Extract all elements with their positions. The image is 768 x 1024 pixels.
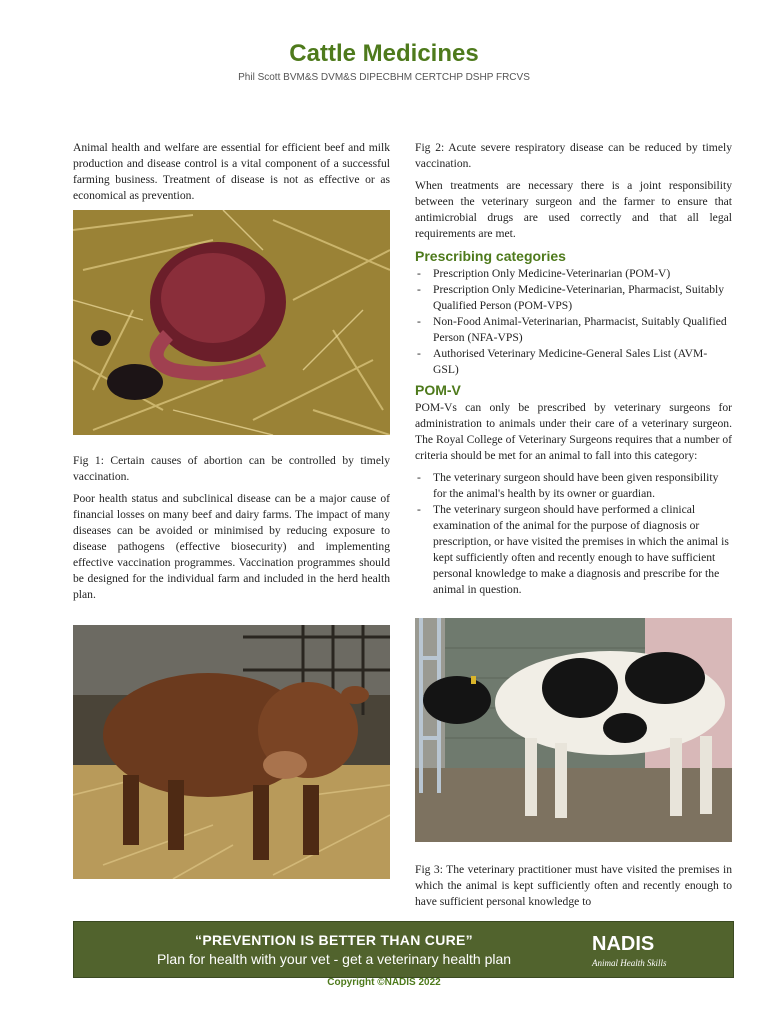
list-item: - Prescription Only Medicine-Veterinarian (POM-V) [415, 266, 732, 282]
pomv-paragraph: POM-Vs can only be prescribed by veterinary surgeons for administration to animals under their care of a veterinary surgeon. The Royal College of Veterinary Surgeons requires that a number of criteria should be met for an animal to fall into this category: [415, 401, 732, 462]
fig1-photo [73, 210, 390, 435]
prescribing-categories-list [415, 266, 732, 378]
right-column [415, 140, 732, 602]
fig1-caption: Fig 1: Certain causes of abortion can be controlled by timely vaccination. [73, 454, 390, 483]
nadis-tagline: Animal Health Skills [592, 958, 667, 968]
intro-paragraph: Animal health and welfare are essential for efficient beef and milk production and disease control is a vital component of a successful farming business. Treatment of disease is not as effective or as economical as prevention. [73, 141, 390, 202]
prescribing-heading: Prescribing categories [415, 248, 566, 264]
fig3-caption: Fig 3: The veterinary practitioner must have visited the premises in which the animal is kept sufficiently often and recently enough to have sufficient personal knowledge to [415, 863, 732, 908]
fig2-caption: Fig 2: Acute severe respiratory disease can be reduced by timely vaccination. [415, 141, 732, 170]
banner-quote: “PREVENTION IS BETTER THAN CURE” [195, 932, 473, 948]
fig3-caption-block [415, 862, 732, 916]
banner-slogan: Plan for health with your vet - get a veterinary health plan [156, 951, 512, 967]
nadis-logo: NADIS [592, 933, 655, 955]
criteria-list [415, 470, 732, 598]
list-item: - The veterinary surgeon should have performed a clinical examination of the animal for the purpose of diagnosis or prescription, or have visited the premises in which the animal is kept sufficiently often and recently enough to have sufficient personal knowledge to make a diagnosis and prescribe for the animal in question. [415, 502, 732, 598]
left-column-intro [73, 140, 390, 210]
list-item: - Prescription Only Medicine-Veterinarian, Pharmacist, Suitably Qualified Person (POM-VPS) [415, 282, 732, 314]
pomv-heading: POM-V [415, 382, 461, 398]
author-credentials: Phil Scott BVM&S DVM&S DIPECBHM CERTCHP DSHP FRCVS [238, 72, 530, 83]
fig2-photo [73, 625, 390, 879]
health-status-paragraph: Poor health status and subclinical disease can be a major cause of financial losses on many beef and dairy farms. The impact of many diseases can be avoided or minimised by reducing exposure to disease pathogens (effective biosecurity) and implementing effective vaccination programmes. Vaccination programmes should be designed for the individual farm and included in the herd health plan. [73, 492, 390, 601]
left-column-body [73, 453, 390, 609]
list-item: - The veterinary surgeon should have been given responsibility for the animal's health by its owner or guardian. [415, 470, 732, 502]
treatments-paragraph: When treatments are necessary there is a joint responsibility between the veterinary surgeon and the farmer to ensure that antimicrobial drugs are used correctly and that all legal requirements are met. [415, 179, 732, 240]
list-item: - Non-Food Animal-Veterinarian, Pharmacist, Suitably Qualified Person (NFA-VPS) [415, 314, 732, 346]
list-item: - Authorised Veterinary Medicine-General Sales List (AVM-GSL) [415, 346, 732, 378]
prevention-banner [73, 921, 734, 978]
page-title: Cattle Medicines [289, 40, 479, 67]
copyright-footer: Copyright ©NADIS 2022 [327, 977, 441, 988]
fig3-photo [415, 618, 732, 842]
